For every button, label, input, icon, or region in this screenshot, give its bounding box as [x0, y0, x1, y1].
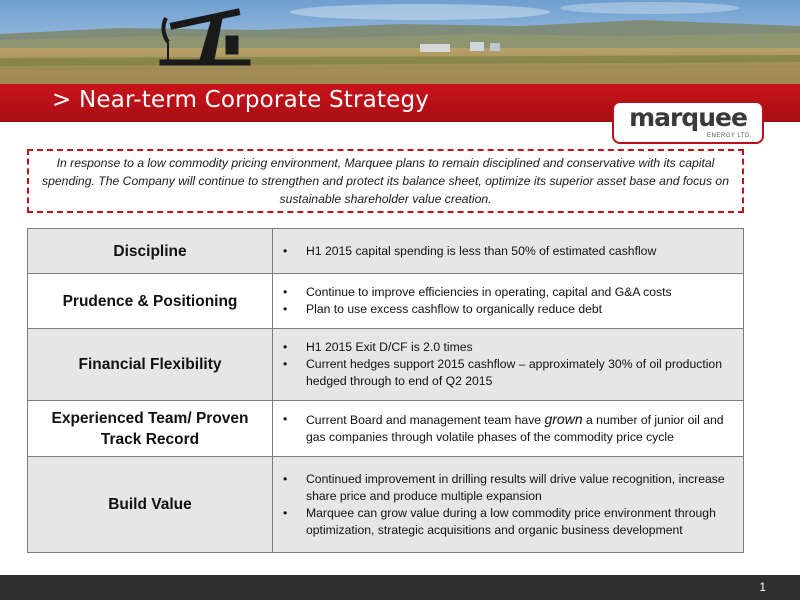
row-points — [273, 457, 744, 553]
row-category: Experienced Team/ Proven Track Record — [28, 401, 273, 457]
table-row — [28, 329, 744, 401]
logo-subtitle: ENERGY LTD. — [707, 133, 752, 139]
bullet-item: • Continue to improve efficiencies in operating, capital and G&A costs — [279, 284, 737, 301]
row-points — [273, 401, 744, 457]
bullet-item: • H1 2015 Exit D/CF is 2.0 times — [279, 339, 737, 356]
strategy-table — [27, 228, 744, 553]
header-landscape-image — [0, 0, 800, 84]
table-row — [28, 229, 744, 274]
page-number: 1 — [759, 580, 766, 594]
page-title: > Near-term Corporate Strategy — [52, 87, 430, 113]
bullet-text-before: Current Board and management team have — [306, 413, 545, 427]
row-points — [273, 274, 744, 329]
table-row — [28, 401, 744, 457]
bullet-item: • H1 2015 capital spending is less than 50% of estimated cashflow — [279, 243, 737, 260]
bullet-item: • Continued improvement in drilling results will drive value recognition, increase share price and produce multiple expansion — [279, 471, 737, 505]
row-category: Build Value — [28, 457, 273, 553]
intro-statement: In response to a low commodity pricing environment, Marquee plans to remain disciplined and conservative with its capital spending. The Company will continue to strengthen and protect its balance sheet, optimize its superior asset base and focus on sustainable shareholder value creation. — [42, 156, 729, 206]
row-category: Discipline — [28, 229, 273, 274]
footer-bar — [0, 575, 800, 600]
bullet-item: • Plan to use excess cashflow to organically reduce debt — [279, 301, 737, 318]
table-row — [28, 274, 744, 329]
row-category: Prudence & Positioning — [28, 274, 273, 329]
row-points — [273, 229, 744, 274]
row-points — [273, 329, 744, 401]
bullet-item: • Marquee can grow value during a low commodity price environment through optimization, strategic acquisitions and organic business development — [279, 505, 737, 539]
intro-statement-box — [27, 149, 744, 213]
bullet-text-after: a number of junior oil and gas companies through volatile phases of the commodity price cycle — [306, 413, 724, 444]
marquee-energy-logo — [612, 101, 764, 144]
table-row — [28, 457, 744, 553]
row-category: Financial Flexibility — [28, 329, 273, 401]
bullet-text-emphasis: grown — [544, 411, 583, 427]
bullet-item: • Current hedges support 2015 cashflow – approximately 30% of oil production hedged through to end of Q2 2015 — [279, 356, 737, 390]
logo-wordmark: marquee — [629, 103, 747, 132]
bullet-item — [279, 411, 737, 446]
